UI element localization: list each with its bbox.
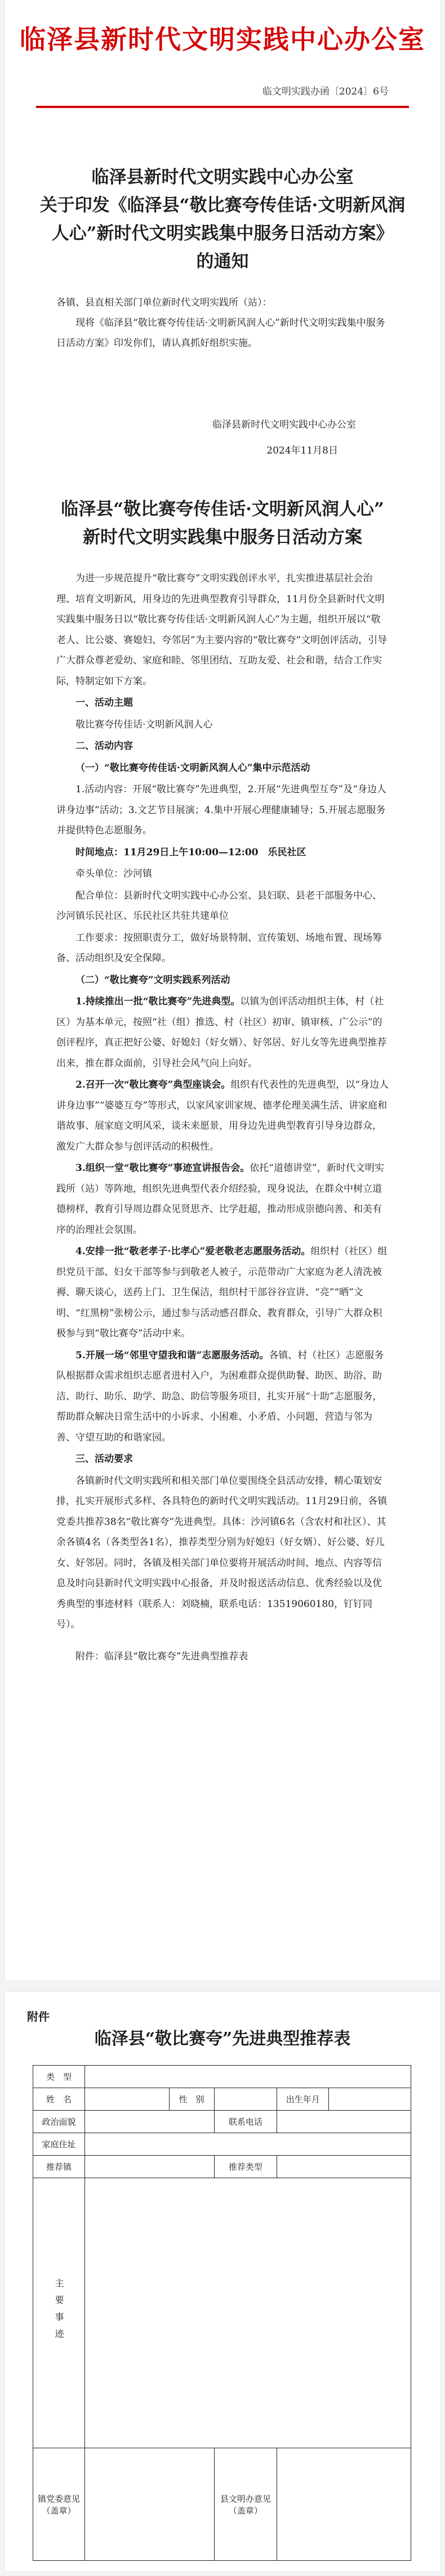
activity-item-text: 依托“道德讲堂”，新时代文明实践所（站）等阵地，组织先进典型代表介绍经验，现身说法，在群众中树立道德榜样，教育引导周边群众见贤思齐、比学赶超，推动形成崇德向善、和美有序的治理社会氛围。 xyxy=(56,1163,384,1236)
label-address: 家庭住址 xyxy=(33,2133,85,2156)
label-name: 姓 名 xyxy=(33,2088,85,2111)
activity-item-text: 以镇为创评活动组织主体，村（社区）为基本单元，按照“社（组）推选、村（社区）初审、镇审核、广公示”的创评程序，真正把好公婆、好媳妇（好女婿）、好邻居、好儿女等先进典型推荐出来，推在群众面前，引导社会风气向上向好。 xyxy=(56,996,387,1069)
field-birth[interactable] xyxy=(329,2088,411,2111)
section-heading: 二、活动内容 xyxy=(75,741,133,752)
activity-item xyxy=(56,1158,389,1240)
notice-title-line: 的通知 xyxy=(196,252,249,272)
notice-title xyxy=(38,163,407,276)
activity-item-text: 组织有代表性的先进典型，以“身边人讲身边事”“婆婆互夸”等形式，以家风家训家规、德孝伦理美满生活、讲家庭和谐故事、展家庭文明风采，谈未来愿景，用身边先进典型教育引导身边群众，激发广大群众参与创评活动的积极性。 xyxy=(56,1079,389,1152)
activity-item xyxy=(56,1075,389,1157)
field-political[interactable] xyxy=(84,2111,214,2133)
field-town-opinion[interactable] xyxy=(84,2448,214,2561)
label-dept-opinion: 县文明办意见（盖章） xyxy=(214,2448,277,2561)
attachment-label: 附件 xyxy=(27,2010,50,2023)
form-page xyxy=(5,1992,440,2571)
label-deeds-text: 主要事迹 xyxy=(53,2278,64,2346)
attachment-note: 附件：临泽县“敬比赛夸”先进典型推荐表 xyxy=(75,1650,248,1662)
plan-title xyxy=(33,495,412,551)
plan-intro: 为进一步规范提升“敬比赛夸”文明实践创评水平，扎实推进基层社会治理、培育文明新风，用身边的先进典型教育引导群众，11月份全县新时代文明实践集中服务日以“敬比赛夸传佳话·文明新风润人心”为主题，组织开展以“敬老人、比公婆、赛媳妇、夸邻居”为主要内容的“敬比赛夸”文明创评活动，引导广大群众尊老爱幼、家庭和睦、邻里团结、互助友爱、社会和谐，结合工作实际，特制定如下方案。 xyxy=(56,573,388,687)
event-time-place: 时间地点：11月29日上午10:00—12:00 乐民社区 xyxy=(75,846,306,858)
activity-item-lead: 2.召开一次“敬比赛夸”典型座谈会。 xyxy=(75,1079,231,1090)
section-text: 1.活动内容：开展“敬比赛夸”先进典型，2.开展“先进典型互夸”及“身边人讲身边事”活动；3.文艺节目展演；4.集中开展心理健康辅导；5.开展志愿服务并提供特色志愿服务。 xyxy=(56,784,386,836)
document-number: 临文明实践办函〔2024〕6号 xyxy=(262,86,389,97)
field-deeds[interactable] xyxy=(84,2178,411,2448)
label-type: 类 型 xyxy=(33,2066,85,2088)
form-title: 临泽县“敬比赛夸”先进典型推荐表 xyxy=(94,2029,351,2049)
subsection-heading: （一）“敬比赛夸传佳话·文明新风润人心”集中示范活动 xyxy=(75,762,310,774)
field-dept-opinion[interactable] xyxy=(277,2448,411,2561)
section-text: 敬比赛夸传佳话·文明新风润人心 xyxy=(75,719,213,730)
field-recommender[interactable] xyxy=(84,2156,214,2178)
notice-paragraph: 现将《临泽县“敬比赛夸传佳话·文明新风润人心”新时代文明实践集中服务日活动方案》印发你们，请认真抓好组织实施。 xyxy=(56,317,385,349)
activity-item-lead: 5.开展一场“邻里守望我和谐”志愿服务活动。 xyxy=(75,1349,269,1361)
label-gender: 性 别 xyxy=(169,2088,214,2111)
recommendation-table xyxy=(33,2065,411,2561)
notice-body xyxy=(56,293,389,353)
notice-date: 2024年11月8日 xyxy=(266,445,338,456)
org-title: 临泽县新时代文明实践中心办公室 xyxy=(20,24,425,55)
work-requirements: 工作要求：按照职责分工，做好场景特制、宣传策划、场地布置、现场筹备、活动组织及安全保障。 xyxy=(56,932,382,964)
activity-item xyxy=(56,1241,389,1344)
lead-unit: 牵头单位：沙河镇 xyxy=(75,868,152,879)
activity-item-text: 组织村（社区）组织党员干部、妇女干部等参与到敬老人被子，示范带动广大家庭为老人清洗被褥、聊天谈心，送药上门、卫生保洁，组织村干部谷谷宣讲、“亮”“晒”文明、“红黑榜”张榜公示，通过参与活动感召群众、教育群众，引导广大群众积极参与到“敬比赛夸”活动中来。 xyxy=(56,1246,388,1339)
plan-title-line: 临泽县“敬比赛夸传佳话·文明新风润人心” xyxy=(61,499,384,519)
salutation: 各镇、县直相关部门单位新时代文明实践所（站）： xyxy=(56,297,272,308)
label-town-opinion: 镇党委意见（盖章） xyxy=(33,2448,85,2561)
notice-title-line: 临泽县新时代文明实践中心办公室 xyxy=(91,167,354,187)
field-type[interactable] xyxy=(84,2066,411,2088)
subsection-heading: （二）“敬比赛夸”文明实践系列活动 xyxy=(75,974,230,986)
coop-units: 配合单位：县新时代文明实践中心办公室、县妇联、县老干部服务中心、沙河镇乐民社区、乐民社区共驻共建单位 xyxy=(56,890,382,922)
label-recommender: 推荐镇 xyxy=(33,2156,85,2178)
section-text: 各镇新时代文明实践所和相关部门单位要围绕全县活动安排，精心策划安排，扎实开展形式多样、各具特色的新时代文明实践活动。11月29日前，各镇党委共推荐38名“敬比赛夸”先进典型。具体：沙河镇6名（含农村和社区）、其余各镇4名（各类型各1名），推荐类型分别为好媳妇（好女婿）、好公婆、好儿女、好邻居。同时，各镇及相关部门单位要将开展活动时间、地点、内容等信息及时向县新时代文明实践中心报备，并及时报送活动信息、优秀经验以及优秀典型的事迹材料（联系人：刘晓楠，联系电话：13519060180，钉钉同号）。 xyxy=(56,1475,388,1630)
activity-item xyxy=(56,1345,389,1448)
field-category[interactable] xyxy=(277,2156,411,2178)
field-address[interactable] xyxy=(84,2133,411,2156)
field-gender[interactable] xyxy=(214,2088,277,2111)
document-page xyxy=(5,0,440,1981)
label-birth: 出生年月 xyxy=(277,2088,329,2111)
activity-item xyxy=(56,991,389,1074)
red-divider xyxy=(36,106,409,108)
activity-item-text: 各镇、村（社区）志愿服务队根据群众需求组织志愿者进村入户，为困难群众提供助餐、助医、助浴、助洁、助行、助乐、助学、助急、助信等服务项目，扎实开展“十助”志愿服务，帮助群众解决日常生活中的小诉求、小困难、小矛盾、小问题，营造与邻为善、守望互助的和谐家园。 xyxy=(56,1349,384,1443)
plan-body xyxy=(56,568,389,1668)
label-category: 推荐类型 xyxy=(214,2156,277,2178)
section-heading: 一、活动主题 xyxy=(75,697,133,708)
notice-title-line: 关于印发《临泽县“敬比赛夸传佳话·文明新风润 xyxy=(39,195,406,216)
notice-signature: 临泽县新时代文明实践中心办公室 xyxy=(212,419,356,430)
field-phone[interactable] xyxy=(277,2111,411,2133)
activity-item-lead: 3.组织一堂“敬比赛夸”事迹宣讲报告会。 xyxy=(75,1163,250,1174)
activity-item-lead: 4.安排一批“敬老孝子·比孝心”爱老敬老志愿服务活动。 xyxy=(75,1246,311,1257)
label-phone: 联系电话 xyxy=(214,2111,277,2133)
field-name[interactable] xyxy=(84,2088,169,2111)
label-political: 政治面貌 xyxy=(33,2111,85,2133)
section-heading: 三、活动要求 xyxy=(75,1453,133,1465)
plan-title-line: 新时代文明实践集中服务日活动方案 xyxy=(83,527,362,547)
activity-item-lead: 1.持续推出一批“敬比赛夸”先进典型。 xyxy=(75,996,241,1007)
notice-title-line: 人心”新时代文明实践集中服务日活动方案》 xyxy=(51,223,394,244)
label-deeds xyxy=(33,2178,85,2448)
